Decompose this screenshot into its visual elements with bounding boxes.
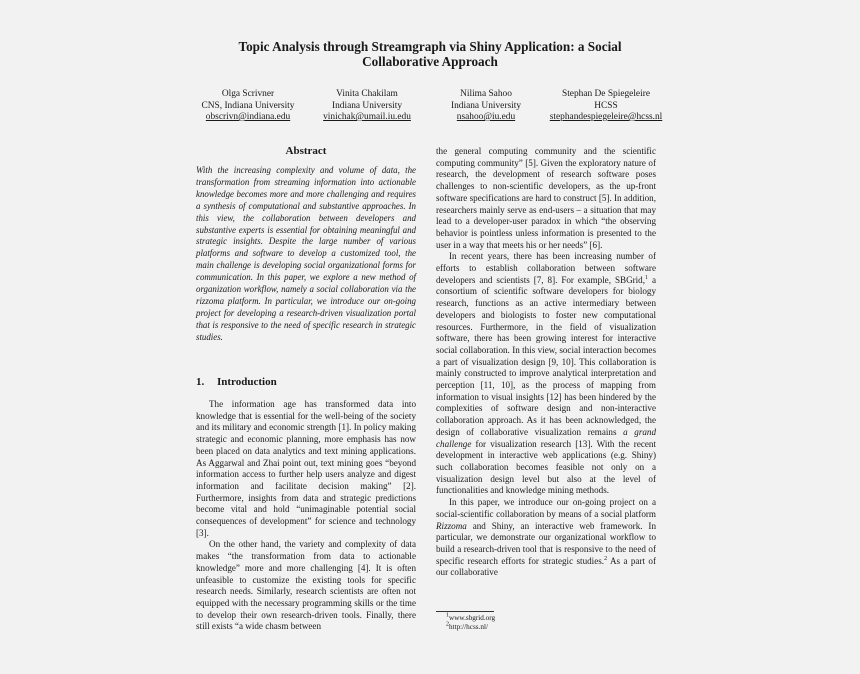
author-name: Vinita Chakilam (336, 89, 398, 99)
text-run: In recent years, there has been increasing number of efforts to establish collaboration between software developers and scientists [7, 8]. For example, SBGrid, (436, 251, 656, 285)
paper-title-line1: Topic Analysis through Streamgraph via Shiny Application: a Social (238, 39, 622, 54)
body-paragraph: The information age has transformed data into knowledge that is essential for the well-being of the society and its military and economic strength [1]. In policy making strategic and economic planning, more emphasis has now been placed on data analytics and text mining applications. As Aggarwal and Zhai point out, text mining goes “beyond information access to further help users analyze and digest information and facilitate decision making” [2]. Furthermore, insights from data and strategic predictions become vital and hold “unimaginable potential social consequences of development” for science and technology [3]. (196, 399, 416, 538)
footnotes (446, 614, 495, 632)
author-email[interactable]: nsahoo@iu.edu (456, 112, 516, 122)
author-email[interactable]: obscrivn@indiana.edu (205, 112, 291, 122)
author-3 (451, 89, 521, 124)
author-name: Stephan De Spiegeleire (561, 89, 650, 99)
footnote-mark: 1 (446, 612, 449, 619)
abstract-paragraph: With the increasing complexity and volume of data, the transformation from streaming information into actionable knowledge becomes more and more challenging and requires a synthesis of computational and substantive approaches. In this view, the collaboration between developers and substantive experts is essential for obtaining meaningful and strategic insights. Despite the large number of various platforms and software to develop a customized tool, the main challenge is developing social organizational forms for communication. In this paper, we explore a new method of organization workflow, namely a social collaboration via the rizzoma platform. In particular, we introduce our on-going project for developing a research-driven visualization portal that is responsive to the need of specific research in strategic studies. (196, 165, 416, 342)
abstract-heading: Abstract (285, 145, 327, 157)
author-email[interactable]: vinichak@umail.iu.edu (323, 112, 411, 122)
introduction-left-column (196, 399, 416, 633)
footnote-mark: 2 (446, 621, 449, 628)
emphasis: a grand challenge (436, 426, 657, 449)
footnote-text[interactable]: http://hcss.nl/ (449, 623, 488, 631)
author-2 (323, 89, 411, 124)
body-paragraph (436, 497, 656, 579)
author-affiliation: Indiana University (450, 100, 522, 111)
author-4 (550, 89, 663, 124)
text-run: for visualization research [13]. With the recent development in interactive web applications (e.g. Shiny) such collaboration becomes feasible not only on a visualization design level but also at the level of functionalities and knowledge mining methods. (436, 438, 656, 496)
author-affiliation: CNS, Indiana University (201, 100, 295, 111)
footnote-marker: 1 (645, 274, 649, 281)
abstract-text (196, 165, 416, 344)
emphasis: Rizzoma (436, 520, 467, 531)
section-heading-introduction (196, 376, 277, 388)
author-name: Olga Scrivner (221, 89, 275, 99)
text-run: As a part of our collaborative (436, 555, 656, 578)
author-email[interactable]: stephandespiegeleire@hcss.nl (549, 112, 663, 122)
footnote-1 (446, 614, 495, 623)
text-run: and Shiny, an interactive web framework. In particular, we demonstrate our organizational workflow to build a research-driven tool that is responsive to the need of specific research efforts for strategic studies. (436, 520, 656, 566)
body-paragraph: On the other hand, the variety and complexity of data makes “the transformation from data to actionable knowledge” more and more challenging [4]. It is often unfeasible to customize the existing tools for specific research needs. Similarly, research scientists are often not equipped with the necessary programming skills or the time to develop their own research-driven tools. Finally, there still exists “a wide chasm between (196, 539, 416, 632)
paper-title-line2: Collaborative Approach (362, 54, 498, 69)
text-run: a consortium of scientific software developers for biology research, functions as an active intermediary between developers and biologists to foster new computational resources. Furthermore, in the field of visualization software, there has been growing interest for interactive social collaboration. In this view, social interaction becomes a part of visualization design [9, 10]. This collaboration is mainly constructed to improve analytical interpretation and perception [11, 10], as the process of mapping from information to visual insights [12] has been hindered by the complexities of software design and non-interactive collaboration approach. As it has been acknowledged, the design of collaborative visualization remains (436, 274, 657, 437)
author-affiliation: Indiana University (331, 100, 403, 111)
body-paragraph (436, 251, 656, 497)
section-number: 1. (196, 376, 205, 388)
author-affiliation: HCSS (594, 100, 618, 111)
footnote-2 (446, 623, 495, 632)
body-paragraph: the general computing community and the scientific computing community” [5]. Given the exploratory nature of research, the development of research software poses challenges to non-scientific developers, as the up-front software specifications are hard to construct [5]. In addition, researchers mainly serve as end-users – a situation that may lead to a developer-user paradox in which “the observing behavior is pointless unless information is presented to the user in a way that meets his or her needs” [6]. (436, 146, 656, 250)
author-1 (202, 89, 295, 124)
footnote-marker: 2 (604, 555, 608, 562)
text-run: In this paper, we introduce our on-going project on a social-scientific collaboration by means of a social platform (436, 497, 656, 519)
introduction-right-column (436, 146, 656, 579)
section-title: Introduction (217, 376, 277, 388)
footnote-text[interactable]: www.sbgrid.org (449, 614, 496, 622)
footnote-divider (436, 611, 494, 612)
author-name: Nilima Sahoo (460, 89, 512, 99)
paper-title (180, 39, 680, 69)
